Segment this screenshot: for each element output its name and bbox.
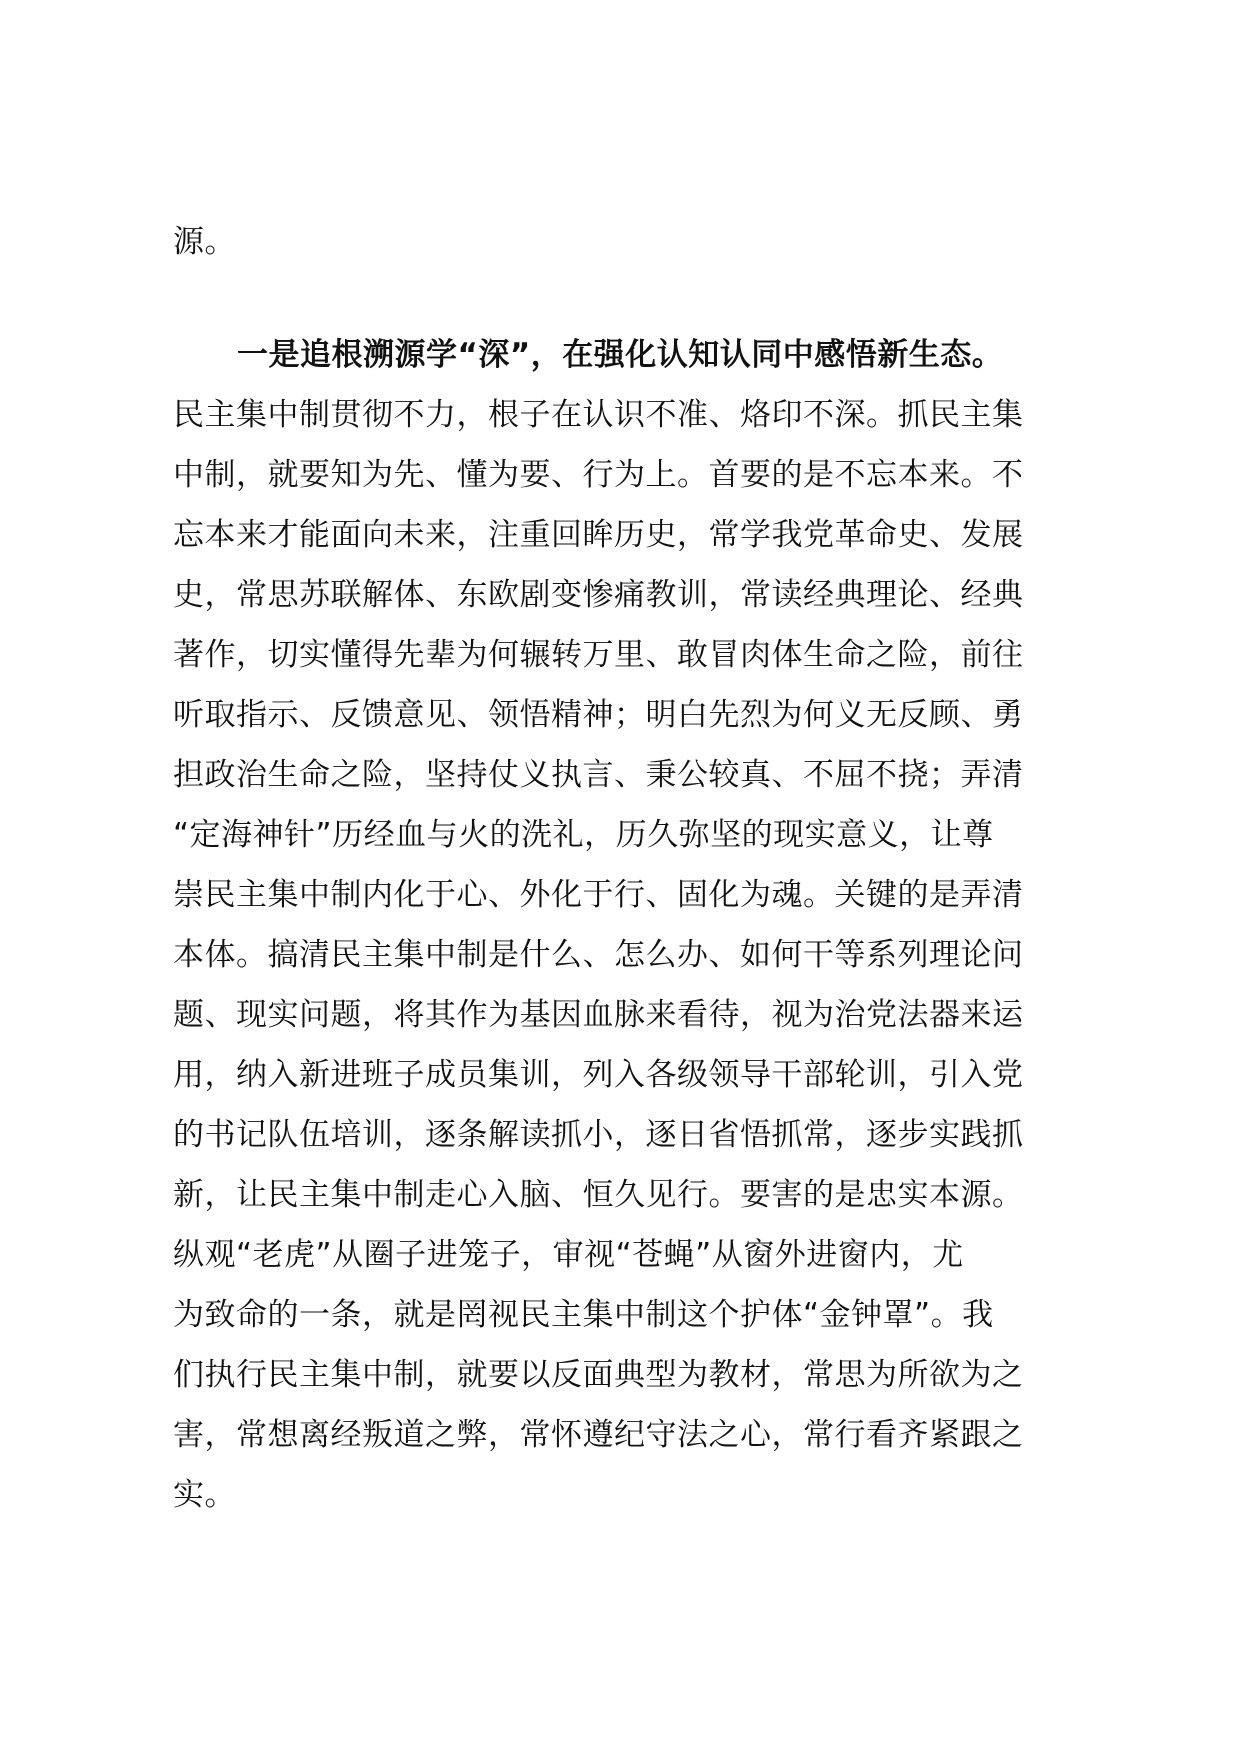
paragraph-line: 害，常想离经叛道之弊，常怀遵纪守法之心，常行看齐紧跟之 xyxy=(173,1417,1024,1453)
paragraph-line: 忘本来才能面向未来，注重回眸历史，常学我党革命史、发展 xyxy=(173,517,1024,553)
paragraph-line: 史，常思苏联解体、东欧剧变惨痛教训，常读经典理论、经典 xyxy=(173,577,1024,613)
paragraph-line: 中制，就要知为先、懂为要、行为上。首要的是不忘本来。不 xyxy=(173,457,1024,493)
paragraph-lead-line xyxy=(173,325,1093,385)
paragraph-gap xyxy=(173,272,1093,325)
paragraph-line: 用，纳入新进班子成员集训，列入各级领导干部轮训，引入党 xyxy=(173,1057,1024,1093)
paragraph-line: “定海神针”历经血与火的洗礼，历久弥坚的现实意义，让尊 xyxy=(173,817,994,853)
paragraph-line: 为致命的一条，就是罔视民主集中制这个护体“金钟罩”。我 xyxy=(173,1297,994,1333)
paragraph-line: 民主集中制贯彻不力，根子在认识不准、烙印不深。抓民主集 xyxy=(173,397,1024,433)
paragraph-line: 题、现实问题，将其作为基因血脉来看待，视为治党法器来运 xyxy=(173,997,1024,1033)
paragraph-line: 著作，切实懂得先辈为何辗转万里、敢冒肉体生命之险，前往 xyxy=(173,637,1024,673)
opening-line: 源。 xyxy=(173,224,236,260)
paragraph-line: 们执行民主集中制，就要以反面典型为教材，常思为所欲为之 xyxy=(173,1357,1024,1393)
paragraph-line: 担政治生命之险，坚持仗义执言、秉公较真、不屈不挠；弄清 xyxy=(173,757,1024,793)
paragraph-line: 纵观“老虎”从圈子进笼子，审视“苍蝇”从窗外进窗内，尤 xyxy=(173,1237,964,1273)
paragraph-line: 本体。搞清民主集中制是什么、怎么办、如何干等系列理论问 xyxy=(173,937,1024,973)
paragraph-line: 崇民主集中制内化于心、外化于行、固化为魂。关键的是弄清 xyxy=(173,877,1024,913)
paragraph-line: 实。 xyxy=(173,1477,236,1513)
paragraph-line: 听取指示、反馈意见、领悟精神；明白先烈为何义无反顾、勇 xyxy=(173,697,1024,733)
body-text xyxy=(173,212,1093,1525)
paragraph-line: 的书记队伍培训，逐条解读抓小，逐日省悟抓常，逐步实践抓 xyxy=(173,1117,1024,1153)
paragraph-line: 新，让民主集中制走心入脑、恒久见行。要害的是忠实本源。 xyxy=(173,1177,1024,1213)
paragraph-lead-bold: 一是追根溯源学“深”，在强化认知认同中感悟新生态。 xyxy=(237,337,1004,373)
